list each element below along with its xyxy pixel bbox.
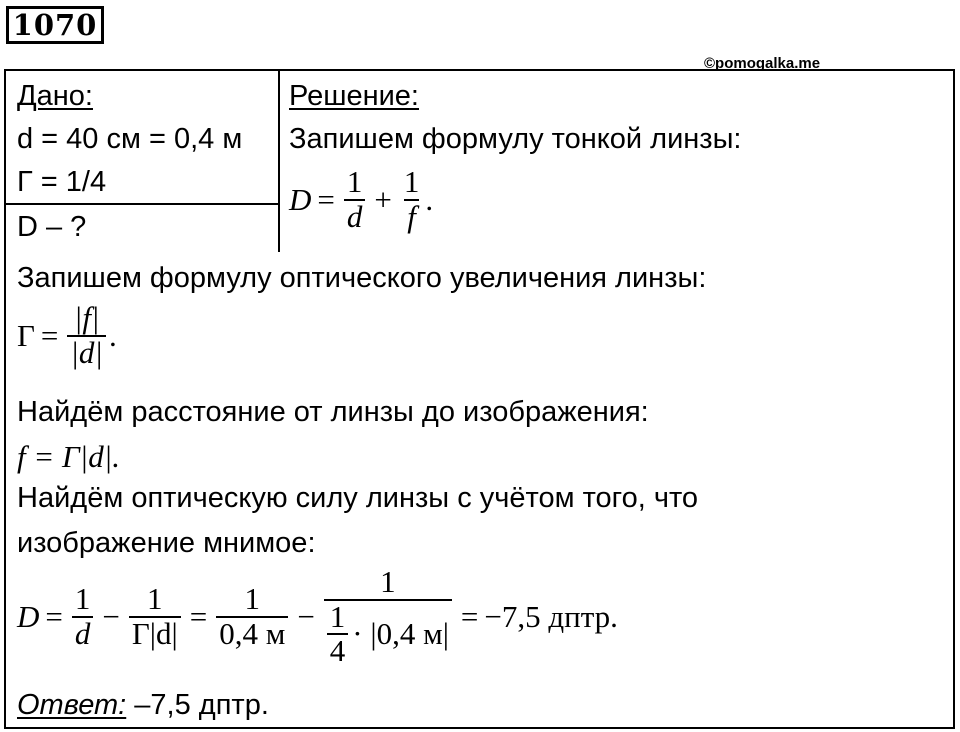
watermark: ©pomogalka.me: [704, 55, 821, 72]
formula-symbol: Г: [17, 317, 35, 353]
fraction: [72, 583, 94, 650]
inner-fraction-denominator: 4: [327, 633, 349, 668]
fraction-denominator: |d|: [67, 335, 106, 370]
formula-operator: −: [297, 598, 315, 634]
find-line: D – ?: [17, 211, 87, 243]
step-optical-power-line2: изображение мнимое:: [17, 527, 316, 559]
formula-operator: −: [102, 598, 120, 634]
fraction-numerator: 1: [244, 581, 260, 617]
formula-period: .: [108, 317, 117, 353]
inner-fraction-numerator: 1: [329, 598, 346, 634]
formula-symbol: D: [289, 181, 312, 217]
answer-value: –7,5 дптр.: [126, 689, 269, 721]
formula-image-distance: f = Г|d|.: [17, 439, 120, 474]
fraction-denominator: d: [72, 616, 94, 651]
fraction-numerator: 1: [346, 164, 363, 199]
fraction-numerator: 1: [74, 581, 91, 617]
given-line-magnification: Г = 1/4: [17, 166, 107, 198]
formula-thin-lens: [289, 166, 433, 233]
fraction: [67, 302, 106, 369]
given-divider-vertical: [278, 69, 280, 252]
fraction-denominator: f: [404, 199, 419, 234]
fraction-denominator: [324, 599, 452, 668]
formula-operator: =: [189, 598, 208, 634]
fraction-denominator-rest: · |0,4 м|: [352, 615, 449, 651]
given-line-distance: d = 40 см = 0,4 м: [17, 123, 243, 155]
formula-symbol: D: [17, 598, 40, 634]
step-thin-lens: Запишем формулу тонкой линзы:: [289, 123, 742, 155]
formula-result: −7,5 дптр.: [484, 598, 618, 634]
step-image-distance: Найдём расстояние от линзы до изображения:: [17, 396, 649, 428]
formula-operator: =: [460, 598, 479, 634]
formula-operator: +: [374, 181, 392, 217]
formula-operator: =: [40, 317, 59, 353]
fraction-numerator: 1: [380, 564, 396, 599]
formula-period: .: [425, 181, 434, 217]
given-divider-horizontal: [4, 203, 280, 205]
inner-fraction: [327, 598, 349, 669]
fraction: [401, 166, 423, 233]
fraction-numerator: 1: [147, 581, 163, 617]
given-heading: Дано:: [17, 80, 93, 112]
fraction: [216, 583, 288, 650]
solution-heading: Решение:: [289, 80, 419, 112]
fraction-numerator: 1: [403, 164, 420, 199]
fraction-denominator: Г|d|: [129, 616, 181, 651]
step-magnification: Запишем формулу оптического увеличения линзы:: [17, 262, 707, 294]
fraction: [344, 166, 366, 233]
formula-magnification: [17, 302, 117, 369]
formula-operator: =: [317, 181, 335, 217]
problem-number: 1070: [6, 6, 104, 44]
fraction-numerator: |f|: [73, 300, 100, 335]
fraction: [129, 583, 181, 650]
formula-optical-power: [17, 566, 618, 668]
fraction-denominator: d: [344, 199, 366, 234]
answer-line: [17, 691, 269, 720]
answer-label: Ответ:: [17, 689, 127, 721]
fraction-denominator: 0,4 м: [216, 616, 288, 651]
step-optical-power-line1: Найдём оптическую силу линзы с учётом того, что: [17, 482, 699, 514]
fraction: [324, 566, 452, 668]
formula-operator: =: [45, 598, 63, 634]
